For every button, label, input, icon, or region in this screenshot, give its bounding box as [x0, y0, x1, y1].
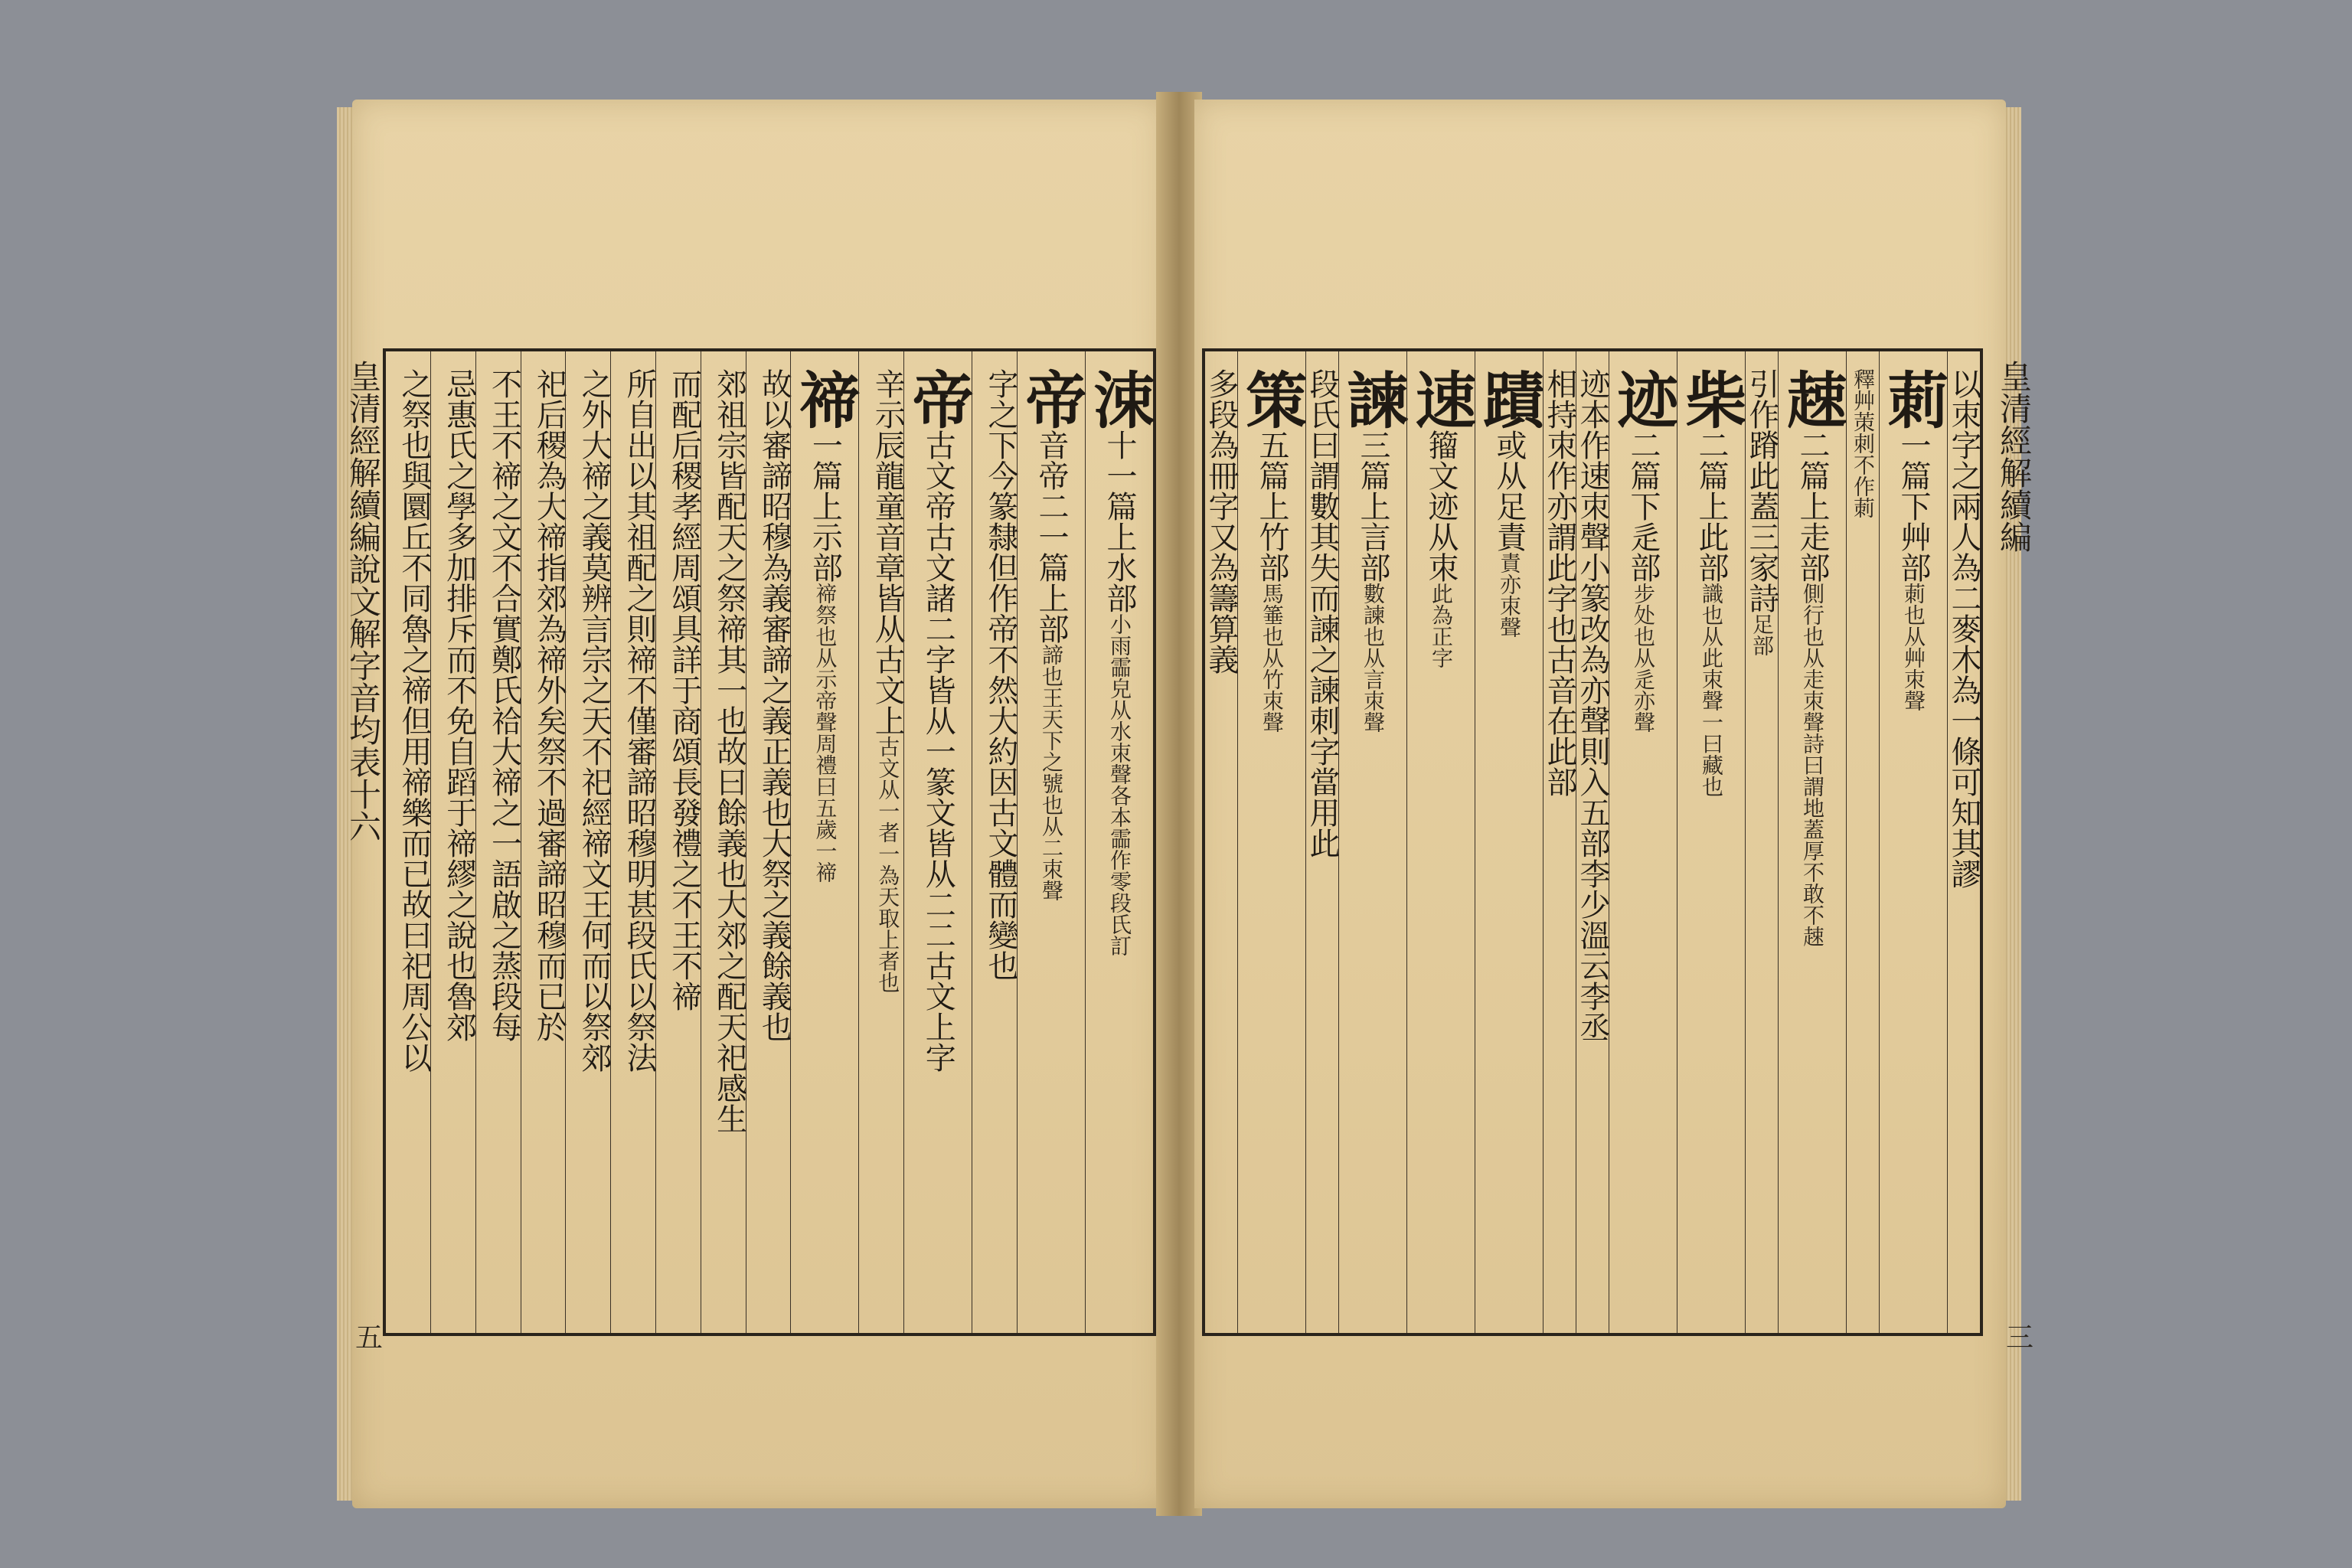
text-column — [610, 351, 655, 1333]
text-column — [565, 351, 610, 1333]
headword: 柴 — [1675, 368, 1747, 430]
headword: 蹟 — [1473, 368, 1545, 430]
column-text: 祀后稷為大禘指郊為禘外矣祭不過審諦昭穆而已於 — [531, 368, 567, 1042]
headword: 速 — [1405, 368, 1477, 430]
column-note: 莿也从艸朿聲 — [1901, 583, 1926, 711]
left-text-frame — [383, 348, 1156, 1336]
text-column — [1947, 351, 1980, 1333]
column-text: 相持朿作亦謂此字也古音在此部 — [1542, 368, 1577, 797]
text-column — [1778, 351, 1846, 1333]
column-text: 二篇上此部 — [1694, 430, 1729, 583]
column-text: 忌惠氏之學多加排斥而不免自蹈于禘繆之說也魯郊 — [441, 368, 477, 1042]
left-folio: 五 — [355, 1322, 384, 1354]
column-text: 十一篇上水部 — [1102, 430, 1137, 613]
text-column — [746, 351, 791, 1333]
headword: 涑 — [1083, 368, 1155, 430]
text-column — [1609, 351, 1677, 1333]
column-text: 郊祖宗皆配天之祭禘其一也故曰餘義也大郊之配天祀感生 — [711, 368, 747, 1134]
column-text: 二篇下辵部 — [1625, 430, 1661, 583]
text-column — [475, 351, 521, 1333]
column-text: 引作蹐此蓋三家詩 — [1744, 368, 1779, 613]
text-column — [1846, 351, 1879, 1333]
headword: 禘 — [789, 368, 861, 430]
left-margin-title: 皇清經解續編說文解字音均表十六 — [345, 360, 382, 842]
right-folio: 三 — [2005, 1322, 2034, 1354]
column-note: 古文从一者一為天取上者也 — [875, 736, 901, 993]
column-text: 所自出以其祖配之則禘不僅審諦昭穆明甚段氏以祭法 — [621, 368, 657, 1073]
headword: 帝 — [902, 368, 975, 430]
text-column — [1085, 351, 1153, 1333]
text-column — [1236, 351, 1308, 1333]
column-note: 此為正字 — [1429, 583, 1454, 668]
text-column — [789, 351, 861, 1333]
column-text: 之祭也與圜丘不同魯之禘但用禘樂而已故曰祀周公以 — [396, 368, 432, 1073]
text-column — [521, 351, 566, 1333]
column-text: 之外大禘之義莫辨言宗之天不祀經禘文王何而以祭郊 — [577, 368, 612, 1073]
text-column — [701, 351, 746, 1333]
open-book — [337, 92, 2034, 1531]
text-column — [1337, 351, 1409, 1333]
column-text: 籀文迹从朿 — [1423, 430, 1459, 583]
column-text: 古文帝古文諸二字皆从一篆文皆从二二古文上字 — [920, 430, 956, 1073]
column-text: 多段為冊字又為籌算義 — [1204, 368, 1239, 675]
column-text: 字之下今篆隸但作帝不然大約因古文體而變也 — [983, 368, 1018, 981]
column-text: 五篇上竹部 — [1254, 430, 1289, 583]
text-column — [1406, 351, 1475, 1333]
text-column — [430, 351, 475, 1333]
column-text: 故以審諦昭穆為義審諦之義正義也大祭之義餘義也 — [756, 368, 792, 1042]
text-column — [902, 351, 975, 1333]
headword: 諫 — [1337, 368, 1409, 430]
column-note: 諦也王天下之號也从二朿聲 — [1039, 644, 1064, 901]
left-page — [345, 100, 1164, 1508]
text-column — [1205, 351, 1237, 1333]
column-text: 或从足責 — [1491, 430, 1527, 552]
headword: 迹 — [1607, 368, 1679, 430]
text-column — [1576, 351, 1609, 1333]
column-note: 足部 — [1749, 613, 1775, 656]
column-note: 馬箠也从竹朿聲 — [1259, 583, 1285, 733]
column-note: 識也从此朿聲一曰藏也 — [1699, 583, 1724, 797]
text-column — [1879, 351, 1947, 1333]
headword: 帝 — [1015, 368, 1087, 430]
text-column — [1475, 351, 1543, 1333]
text-column — [1305, 351, 1338, 1333]
column-note: 責亦朿聲 — [1497, 552, 1522, 638]
column-text: 三篇上言部 — [1355, 430, 1390, 583]
text-column — [386, 351, 430, 1333]
text-column — [1745, 351, 1778, 1333]
text-column — [858, 351, 906, 1333]
text-column — [1017, 351, 1085, 1333]
column-note: 步处也从辵亦聲 — [1631, 583, 1656, 733]
column-text: 二篇上走部 — [1795, 430, 1830, 583]
column-note: 釋艸茦刺不作莿 — [1851, 368, 1876, 518]
column-text: 辛示辰龍童音章皆从古文上 — [870, 368, 906, 736]
headword: 趚 — [1776, 368, 1848, 430]
column-text: 一篇下艸部 — [1896, 430, 1931, 583]
column-text: 迹本作速朿聲小篆改為亦聲則入五部李少溫云李丞 — [1575, 368, 1610, 1042]
text-column — [655, 351, 701, 1333]
text-column — [1543, 351, 1576, 1333]
column-text: 一篇上示部 — [807, 430, 843, 583]
column-text: 音帝二一篇上部 — [1034, 430, 1069, 644]
right-page — [1194, 100, 2034, 1508]
text-column — [972, 351, 1017, 1333]
column-note: 小雨霝皃从水朿聲各本霝作零段氏訂 — [1107, 613, 1132, 956]
right-margin-title: 皇清經解續編 — [1995, 360, 2033, 553]
right-text-frame — [1202, 348, 1983, 1336]
column-note: 禘祭也从示帝聲周禮曰五歲一禘 — [812, 583, 838, 883]
column-text: 而配后稷孝經周頌具詳于商頌長發禮之不王不禘 — [666, 368, 702, 1011]
column-note: 數諫也从言朿聲 — [1361, 583, 1386, 733]
column-text: 不王不禘之文不合實鄭氏祫大禘之一語啟之蒸段每 — [486, 368, 522, 1042]
headword: 策 — [1236, 368, 1308, 430]
column-text: 以朿字之兩人為二麥木為一條可知其謬 — [1946, 368, 1981, 889]
column-note: 側行也从走朿聲詩曰謂地蓋厚不敢不趚 — [1800, 583, 1825, 947]
text-column — [1677, 351, 1745, 1333]
headword: 莿 — [1877, 368, 1949, 430]
column-text: 段氏曰謂數其失而諫之諫刺字當用此 — [1305, 368, 1340, 858]
